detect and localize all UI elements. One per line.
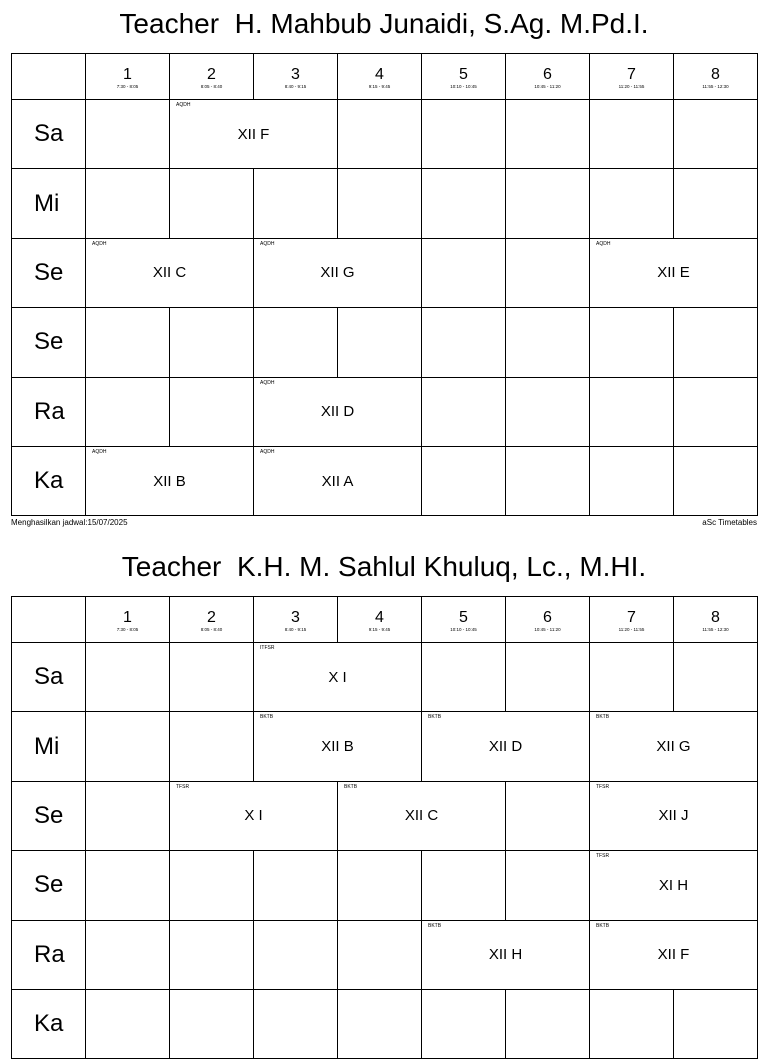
subject-code: BKTB [428,922,442,929]
subject-code: BKTB [260,714,274,721]
day-row [12,643,758,712]
period-time: 8:05 - 8:40 [200,626,223,633]
day-label: Ka [12,446,86,515]
empty-cell [338,989,422,1058]
empty-cell [422,989,506,1058]
empty-cell [170,308,254,377]
period-number: 4 [375,65,384,83]
day-label: Ka [12,989,86,1058]
empty-cell [422,851,506,920]
period-header [254,54,338,100]
day-row [12,238,758,307]
period-header-row [12,54,758,100]
empty-cell [674,169,758,238]
lesson-cell [590,238,758,307]
class-name: XII A [321,472,354,490]
lesson-cell [254,643,422,712]
empty-cell [254,989,338,1058]
generated-date: Menghasilkan jadwal:15/07/2025 [11,518,128,528]
period-number: 7 [627,65,636,83]
empty-cell [170,989,254,1058]
day-label: Sa [12,643,86,712]
period-time: 10:45 - 11:20 [534,83,561,90]
period-header [674,597,758,643]
period-header [86,597,170,643]
period-header [674,54,758,100]
empty-cell [338,920,422,989]
period-time: 7:30 - 8:05 [116,83,139,90]
period-time: 11:55 - 12:30 [702,626,729,633]
class-name: XII F [657,946,690,964]
empty-cell [254,169,338,238]
period-time: 8:05 - 8:40 [200,83,223,90]
empty-cell [422,169,506,238]
empty-cell [590,989,674,1058]
period-number: 1 [123,608,132,626]
empty-cell [674,643,758,712]
corner-cell [12,597,86,643]
empty-cell [170,377,254,446]
class-name: XII G [320,264,355,282]
empty-cell [674,377,758,446]
empty-cell [422,100,506,169]
period-number: 3 [291,608,300,626]
period-header [338,54,422,100]
lesson-cell [86,238,254,307]
class-name: XII F [237,125,270,143]
empty-cell [506,851,590,920]
class-name: X I [328,668,347,686]
period-time: 9:15 - 9:45 [368,626,391,633]
period-time: 8:40 - 9:15 [284,83,307,90]
lesson-cell [86,446,254,515]
class-name: XII B [321,738,354,756]
period-number: 3 [291,65,300,83]
class-name: XII C [152,264,187,282]
period-header [422,597,506,643]
empty-cell [86,643,170,712]
empty-cell [86,169,170,238]
lesson-cell [590,781,758,850]
empty-cell [254,308,338,377]
empty-cell [506,643,590,712]
empty-cell [590,100,674,169]
empty-cell [86,781,170,850]
period-number: 2 [207,65,216,83]
lesson-cell [422,920,590,989]
empty-cell [422,377,506,446]
empty-cell [254,851,338,920]
period-number: 6 [543,65,552,83]
empty-cell [338,169,422,238]
period-number: 8 [711,65,720,83]
subject-code: TFSR [176,783,190,790]
day-row [12,169,758,238]
day-row [12,100,758,169]
empty-cell [86,377,170,446]
day-row [12,920,758,989]
empty-cell [674,308,758,377]
subject-code: TFSR [596,853,610,860]
empty-cell [170,851,254,920]
period-time: 8:40 - 9:15 [284,626,307,633]
timetable-title: Teacher H. Mahbub Junaidi, S.Ag. M.Pd.I. [119,8,649,39]
day-row [12,377,758,446]
period-number: 8 [711,608,720,626]
class-name: XII D [320,403,355,421]
lesson-cell [590,712,758,781]
period-header [590,54,674,100]
period-header [338,597,422,643]
empty-cell [590,377,674,446]
empty-cell [170,169,254,238]
empty-cell [86,851,170,920]
empty-cell [338,851,422,920]
empty-cell [422,446,506,515]
subject-code: AQDH [92,240,107,247]
period-time: 11:55 - 12:30 [702,83,729,90]
lesson-cell [254,712,422,781]
empty-cell [506,989,590,1058]
period-number: 5 [459,65,468,83]
empty-cell [506,308,590,377]
empty-cell [590,169,674,238]
timetable-grid [11,53,758,516]
empty-cell [422,643,506,712]
empty-cell [86,920,170,989]
lesson-cell [338,781,506,850]
day-row [12,781,758,850]
period-header [254,597,338,643]
lesson-cell [170,100,338,169]
period-header-row [12,597,758,643]
subject-code: ITFSR [260,645,275,651]
day-label: Ra [12,377,86,446]
empty-cell [338,100,422,169]
period-time: 9:15 - 9:45 [368,83,391,90]
period-header [170,54,254,100]
period-number: 1 [123,65,132,83]
lesson-cell [254,238,422,307]
day-row [12,446,758,515]
subject-code: AQDH [176,102,191,108]
period-time: 10:45 - 11:20 [534,626,561,633]
subject-code: BKTB [596,922,610,929]
day-label: Ra [12,920,86,989]
class-name: XII E [657,264,690,282]
class-name: XI H [658,876,689,894]
subject-code: BKTB [428,714,442,721]
empty-cell [338,308,422,377]
timetable-grid [11,596,758,1059]
empty-cell [254,920,338,989]
day-row [12,851,758,920]
empty-cell [86,308,170,377]
period-header [506,597,590,643]
period-time: 10:10 - 10:45 [450,83,477,90]
period-number: 4 [375,608,384,626]
day-row [12,712,758,781]
subject-code: AQDH [92,448,107,455]
subject-code: AQDH [260,240,275,247]
empty-cell [170,920,254,989]
empty-cell [674,989,758,1058]
empty-cell [86,989,170,1058]
period-header [170,597,254,643]
class-name: XII H [488,946,523,964]
subject-code: AQDH [260,379,275,386]
lesson-cell [422,712,590,781]
day-row [12,308,758,377]
period-time: 10:10 - 10:45 [450,626,477,633]
empty-cell [422,238,506,307]
software-credit: aSc Timetables [702,518,757,528]
subject-code: BKTB [596,714,610,721]
period-number: 7 [627,608,636,626]
empty-cell [590,308,674,377]
lesson-cell [254,446,422,515]
empty-cell [506,169,590,238]
day-label: Se [12,851,86,920]
class-name: X I [244,807,263,825]
period-time: 7:30 - 8:05 [116,626,139,633]
period-time: 11:20 - 11:55 [618,626,645,633]
lesson-cell [590,851,758,920]
period-header [86,54,170,100]
period-header [590,597,674,643]
day-label: Se [12,238,86,307]
class-name: XII C [404,807,439,825]
subject-code: TFSR [596,783,610,790]
lesson-cell [254,377,422,446]
empty-cell [506,781,590,850]
empty-cell [86,100,170,169]
empty-cell [506,377,590,446]
period-header [506,54,590,100]
lesson-cell [170,781,338,850]
period-time: 11:20 - 11:55 [618,83,645,90]
empty-cell [170,712,254,781]
empty-cell [86,712,170,781]
period-number: 2 [207,608,216,626]
empty-cell [422,308,506,377]
subject-code: BKTB [344,783,358,790]
day-label: Mi [12,712,86,781]
corner-cell [12,54,86,100]
period-number: 5 [459,608,468,626]
day-label: Se [12,308,86,377]
period-header [422,54,506,100]
empty-cell [590,643,674,712]
day-label: Se [12,781,86,850]
subject-code: AQDH [596,240,611,247]
day-row [12,989,758,1058]
period-number: 6 [543,608,552,626]
timetable-title: Teacher K.H. M. Sahlul Khuluq, Lc., M.HI. [121,551,647,582]
empty-cell [590,446,674,515]
empty-cell [170,643,254,712]
subject-code: AQDH [260,448,275,455]
class-name: XII D [488,738,523,756]
empty-cell [506,446,590,515]
empty-cell [506,100,590,169]
empty-cell [674,446,758,515]
empty-cell [674,100,758,169]
class-name: XII G [656,738,691,756]
empty-cell [506,238,590,307]
class-name: XII B [153,472,186,490]
day-label: Sa [12,100,86,169]
class-name: XII J [658,807,689,825]
lesson-cell [590,920,758,989]
day-label: Mi [12,169,86,238]
